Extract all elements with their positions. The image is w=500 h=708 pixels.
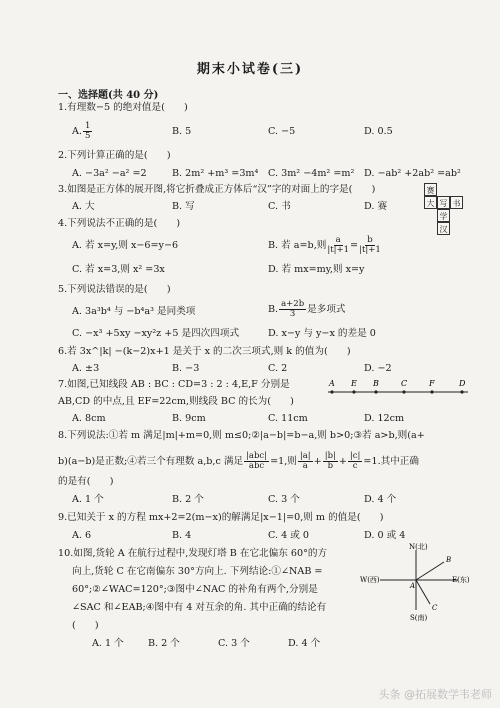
q8-option-b: B. 2 个 [172, 494, 204, 505]
cube-face-da: 大 [424, 196, 437, 209]
q6-option-d: D. −2 [364, 363, 392, 374]
q8-line-1: 8.下列说法:①若 m 满足|m|+m=0,则 m≤0;②|a−b|=b−a,则 b>0;③若 a>b,则(a+ [58, 430, 425, 441]
point-a-label: A [410, 582, 416, 590]
q8-option-d: D. 4 个 [364, 494, 397, 505]
q5-stem: 5.下列说法错误的是( ) [58, 284, 171, 295]
west-label: W(西) [360, 576, 380, 584]
q10-option-b: B. 2 个 [148, 638, 180, 649]
cube-face-xue: 学 [437, 209, 450, 222]
south-label: S(南) [410, 614, 428, 622]
q8-option-c: C. 3 个 [268, 494, 300, 505]
cube-face-han: 汉 [437, 222, 450, 235]
q1-option-b: B. 5 [172, 126, 192, 137]
q2-option-d: D. −ab² +2ab² =ab² [364, 168, 461, 179]
segment-figure [324, 376, 474, 398]
section-heading: 一、选择题(共 40 分) [58, 90, 159, 101]
q10-option-d: D. 4 个 [288, 638, 321, 649]
q4-option-a: A. 若 x=y,则 x−6=y−6 [72, 240, 179, 251]
q10-line-4: ∠SAC 和∠EAB;④图中有 4 对互余的角. 其中正确的结论有 [72, 602, 327, 613]
q7-option-b: B. 9cm [172, 413, 206, 424]
cube-face-sai: 赛 [424, 183, 437, 196]
segment-label-c: C [401, 379, 408, 388]
segment-point-c [402, 390, 405, 393]
segment-point-b [374, 390, 377, 393]
q4-option-b: B. 若 a=b,则 $\frac{a}{|t|+1}$ = $\frac{b}{|t|+1}$ [268, 235, 381, 255]
q1-stem: 1.有理数−5 的绝对值是( ) [58, 102, 188, 113]
q1-option-a: A. $\frac{1}{5}$ [72, 121, 91, 141]
q5-option-c: C. −x³ +5xy −xy²z +5 是四次四项式 [72, 328, 240, 339]
q8-line-3: 的是有( ) [58, 476, 114, 487]
cube-face-xie: 写 [437, 196, 450, 209]
segment-label-a: A [329, 379, 335, 388]
segment-label-d: D [459, 379, 466, 388]
q2-option-b: B. 2m² +m³ =3m⁴ [172, 168, 259, 179]
q7-line-1: 7.如图,已知线段 AB : BC : CD=3 : 2 : 4,E,F 分别是 [58, 379, 290, 390]
q4-stem: 4.下列说法不正确的是( ) [58, 218, 181, 229]
q2-stem: 2.下列计算正确的是( ) [58, 150, 171, 161]
watermark: 头条 @拓展数学韦老师 [378, 688, 492, 701]
north-label: N(北) [409, 543, 428, 551]
exam-title: 期末小试卷(三) [196, 62, 304, 77]
q4-option-d: D. 若 mx=my,则 x=y [268, 264, 365, 275]
cube-face-shu: 书 [450, 196, 463, 209]
q2-option-c: C. 3m² −4m² =m² [268, 168, 355, 179]
q3-stem: 3.如图是正方体的展开图,将它折叠成正方体后“汉”字的对面上的字是( ) [58, 184, 376, 195]
q4-option-c: C. 若 x=3,则 x² =3x [72, 264, 165, 275]
q10-line-5: ( ) [72, 620, 99, 631]
compass-figure [360, 540, 478, 624]
q6-option-a: A. ±3 [72, 363, 100, 374]
east-label: E(东) [452, 576, 470, 584]
q8-line-2: b)(a−b)是正数;④若三个有理数 a,b,c 满足 $\frac{\text{|abc|}}{\text{abc}}$ =1,则 $\frac{|a|}{a}$ + $\frac{|b|}{b}$ + $\frac{|c|}{c}$ =1.其中正确 [58, 451, 419, 471]
q1-option-c: C. −5 [268, 126, 296, 137]
segment-label-f: F [429, 379, 435, 388]
q7-option-a: A. 8cm [72, 413, 106, 424]
q3-option-b: B. 写 [172, 201, 195, 212]
q2-option-a: A. −3a² −a² =2 [72, 168, 147, 179]
q9-stem: 9.已知关于 x 的方程 mx+2=2(m−x)的解满足|x−1|=0,则 m 的值是( ) [58, 512, 384, 523]
segment-point-d [460, 390, 463, 393]
segment-point-f [430, 390, 433, 393]
q5-option-d: D. x−y 与 y−x 的差是 0 [268, 328, 376, 339]
q6-option-b: B. −3 [172, 363, 200, 374]
q7-option-c: C. 11cm [268, 413, 308, 424]
point-b-label: B [446, 556, 452, 564]
q6-option-c: C. 2 [268, 363, 288, 374]
q10-line-1: 10.如图,货轮 A 在航行过程中,发现灯塔 B 在它北偏东 60°的方 [58, 548, 328, 559]
segment-label-b: B [373, 379, 379, 388]
q8-option-a: A. 1 个 [72, 494, 104, 505]
q9-option-d: D. 0 或 4 [364, 530, 406, 541]
segment-point-e [352, 390, 355, 393]
point-c-label: C [432, 604, 438, 612]
q10-option-a: A. 1 个 [92, 638, 124, 649]
q1-option-d: D. 0.5 [364, 126, 393, 137]
q5-option-a: A. 3a³b⁴ 与 −b⁴a³ 是同类项 [72, 306, 196, 317]
q10-line-3: 60°;②∠WAC=120°;③图中∠NAC 的补角有两个,分别是 [72, 584, 318, 595]
q9-option-a: A. 6 [72, 530, 92, 541]
q9-option-b: B. 4 [172, 530, 192, 541]
q6-stem: 6.若 3x^|k| −(k−2)x+1 是关于 x 的二次三项式,则 k 的值为( ) [58, 346, 351, 357]
q3-option-a: A. 大 [72, 201, 95, 212]
segment-point-a [330, 390, 333, 393]
q7-option-d: D. 12cm [364, 413, 405, 424]
q7-line-2: AB,CD 的中点,且 EF=22cm,则线段 BC 的长为( ) [58, 396, 294, 407]
q9-option-c: C. 4 或 0 [268, 530, 309, 541]
q3-option-d: D. 赛 [364, 201, 388, 212]
q5-option-b: B. $\frac{a+2b}{3}$ 是多项式 [268, 299, 346, 319]
q10-line-2: 向上,货轮 C 在它南偏东 30°方向上. 下列结论:①∠NAB = [72, 566, 323, 577]
q10-option-c: C. 3 个 [218, 638, 250, 649]
q3-option-c: C. 书 [268, 201, 291, 212]
segment-label-e: E [351, 379, 357, 388]
